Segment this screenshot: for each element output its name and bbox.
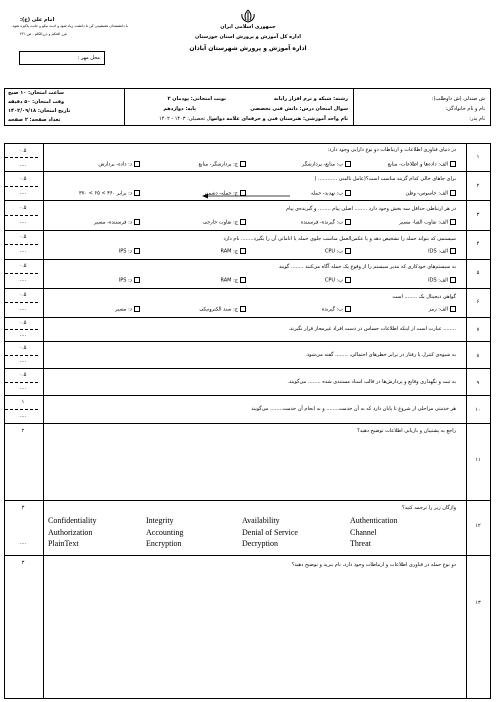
q3-option-a[interactable]: الف: تفاوت الفبا- مسیر [360,219,456,226]
emblem-icon [238,8,258,22]
q1-option-b[interactable]: ب: منابع- پردازشگر [255,161,351,168]
q8-number: ۸ [476,353,480,359]
q6-subscore: .... [19,306,27,312]
q4-option-b[interactable]: ب: CPU [255,248,351,255]
q6-option-d[interactable]: د: مسیر [44,306,140,313]
q2-option-b[interactable]: ب: تهدید- حمله [255,190,351,197]
field: رشته: شبکه و نرم افزار رایانه [273,96,348,102]
q6-number: ۶ [476,299,480,305]
q7-score: ۰.۵ [19,320,27,326]
q2-number: ۲ [476,183,480,189]
word-authorization: Authorization [48,528,93,537]
word-plaintext: PlainText [48,539,79,548]
word-threat: Threat [350,539,371,548]
q4-option-a[interactable]: الف: IDS [360,248,456,255]
q13-score: ۳ [21,560,25,566]
q12-score: ۳ [21,505,25,511]
q2-option-a[interactable]: الف: جاسوس- وطن [360,190,456,197]
q7-number: ۷ [476,327,480,333]
q1-option-a[interactable]: الف: داده‌ها و اطلاعات- منابع [360,161,456,168]
quote-title: امام علی (ع): [20,17,55,23]
q13-number: ۱۳ [475,600,481,606]
q6-option-a[interactable]: الف: رمز [360,306,456,313]
exam-date: تاریخ امتحان: ۱۴۰۲/۰۹/۱۸ [8,108,71,114]
q6-text: گواهی دیجیتال یک ........ است [392,294,456,300]
word-decryption: Decryption [242,539,278,548]
q4-option-d[interactable]: د: IPS [44,248,140,255]
republic-title: جمهوری اسلامی ایران [220,24,276,30]
q11-score: ۲ [21,428,25,434]
word-availability: Availability [242,516,280,525]
school-name: نام واحد آموزشی: هنرستان فنی و حرفه‌ای علامه دوانی [210,116,348,122]
q3-number: ۳ [476,212,480,218]
q8-score: ۰.۵ [19,345,27,351]
q10-text: هر خدمتی مراحلی از شروع تا پایان دارد که به آن خدمت........ و به انجام آن خدمت........ می‌گویند [251,406,456,412]
q6-option-c[interactable]: ج: سند الکترونیکی [150,306,246,313]
seat-number: ش صندلی (ش داوطلب): [431,96,485,102]
student-name: نام و نام خانوادگی: [445,106,485,112]
q4-score: ۰.۵ [19,234,27,240]
q9-subscore: .... [19,385,27,391]
school-year: سال تحصیلی: ۱۴۰۳ - ۱۴۰۲ [159,116,216,122]
q4-text: سیستمی که بتواند حمله را تشخیص دهد و یا عکس‌العمل مناسب جلوی حمله یا اتاماتی آن را بگیرد........ نام دارد [223,236,456,242]
q5-option-b[interactable]: ب: CPU [255,277,351,284]
q3-text: در هر ارتباطی حداقل سه بخش وجود دارد ........ اصلی پیام ........ و گیرنده‌ی پیام [286,206,456,212]
q2-option-c[interactable]: ج: حمله- دشمن [150,190,246,197]
q3-option-c[interactable]: ج: تفاوت خارجی [150,219,246,226]
q9-text: به ثبت و نگهداری وقایع و پردازش‌ها در قالب اسناد مستندی شده ........ می‌گویند. [287,379,456,385]
word-channel: Channel [350,528,377,537]
q10-number: ۱۰ [475,407,481,413]
q10-score: ۱ [21,399,25,405]
q4-option-c[interactable]: ج: RAM [150,248,246,255]
exam-time: ساعت امتحان: ۱۰ صبح [8,90,64,96]
q1-score: ۰.۵ [19,148,27,154]
city-office: اداره آموزش و پرورش شهرستان آبادان [189,45,307,52]
q8-subscore: .... [19,358,27,364]
q5-option-c[interactable]: ج: RAM [150,277,246,284]
q1-option-c[interactable]: ج: پردازشگر- منابع [150,161,246,168]
q10-subscore: .... [19,413,27,419]
q12-number: ۱۲ [475,523,481,529]
q5-subscore: .... [19,277,27,283]
q2-subscore: .... [19,190,27,196]
exam-duration: وقت امتحان: ۵۰ دقیقه [8,99,65,105]
father-name: نام پدر: [469,116,485,122]
q9-score: ۰.۵ [19,372,27,378]
word-integrity: Integrity [146,516,174,525]
q6-score: ۰.۵ [19,292,27,298]
word-encryption: Encryption [146,539,182,548]
q2-option-d[interactable]: د: برابر ۳۶۰ > ۶۵ > ۳۷۰ [44,190,140,197]
q5-text: به سیستم‌های خودکاری که مدیر سیستم را از وقوع یک حمله آگاه می‌کنند ........ گویند [278,264,456,270]
q3-option-d[interactable]: د: فرستنده- مسیر [44,219,140,226]
q12-text: واژگان زیر را ترجمه کنید؟ [401,505,456,511]
q8-text: به شیوه‌ی کنترل یا رفتار در برابر خطرهای احتمالی، ........ گفته می‌شود. [305,352,456,358]
q11-text: راجع به پشتیبان و بازیابی اطلاعات توضیح دهید؟ [357,428,456,434]
q13-text: دو نوع حمله در فناوری اطلاعات و ارتباطات وجود دارد، نام ببرید و توضیح دهید؟ [291,562,456,568]
q5-option-d[interactable]: د: IPS [44,277,140,284]
questions-table [4,143,491,699]
province-office: اداره کل آموزش و پرورش استان خوزستان [195,34,301,40]
word-confidentiality: Confidentiality [48,516,97,525]
q2-score: ۰.۵ [19,176,27,182]
quote-source: غرر الحکم و دررالکلم ، ص ۴۲۱ [20,32,68,36]
word-denial-of-service: Denial of Service [242,528,298,537]
q1-subscore: .... [19,162,27,168]
q4-number: ۴ [476,241,480,247]
q1-text: در دنیای فناوری اطلاعات و ارتباطات دو نوع دارایی وجود دارد: [327,147,456,153]
q3-subscore: .... [19,219,27,225]
q6-option-b[interactable]: ب: گیرنده [255,306,351,313]
q2-text: برای جاهای خالی کدام گزینه مناسب است؟(عامل ناامنی ............ ) [314,176,456,182]
word-authentication: Authentication [350,516,398,525]
q1-option-d[interactable]: د: داده- پردازش [44,161,140,168]
quote-text: با دانشمندان همنشینی کن تا دانشت زیاد شود و ادبت نیکو و جانت پاکیزه شود. [11,24,128,28]
q9-number: ۹ [476,380,480,386]
q12-subscore: .... [19,540,27,546]
q4-subscore: .... [19,248,27,254]
q7-text: ........ عبارت است از اینکه اطلاعات حساس در دست افراد غیرمجاز قرار نگیرند. [288,326,456,332]
q1-number: ۱ [476,154,480,160]
q5-option-a[interactable]: الف: IDS [360,277,456,284]
q11-number: ۱۱ [475,457,481,463]
grade: پایه: دوازدهم [163,106,196,112]
q5-number: ۵ [476,270,480,276]
page-count: تعداد صفحه: ۲ صفحه [8,117,61,123]
word-accounting: Accounting [146,528,184,537]
q7-subscore: .... [19,332,27,338]
exam-term: نوبت امتحانی: پودمان ۲ [167,96,226,102]
q3-score: ۰.۵ [19,205,27,211]
lesson: سوال امتحان درس: دانش فنی تخصصی [250,106,348,112]
q5-score: ۰.۵ [19,263,27,269]
stamp-box [19,51,105,65]
stamp-label: محل مهر : [77,55,100,61]
q3-option-b[interactable]: ب: گیرنده- فرستنده [255,219,351,226]
